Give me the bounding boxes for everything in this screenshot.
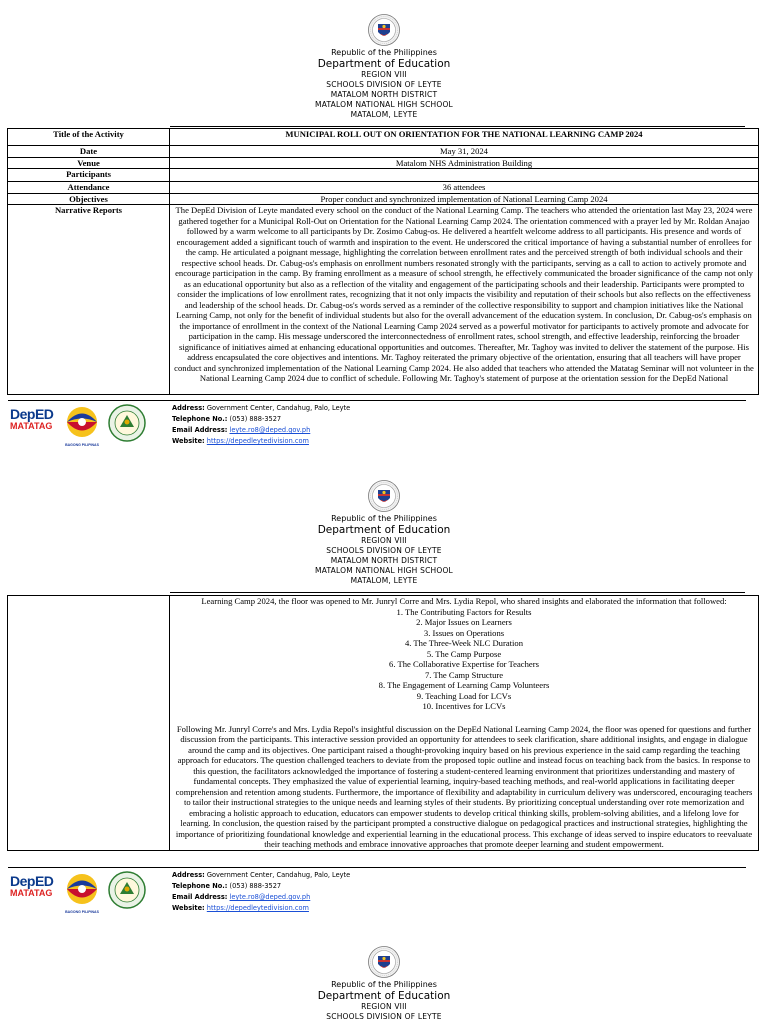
row-narrative-continued [8, 596, 759, 851]
date-value: May 31, 2024 [170, 146, 759, 158]
header-department: Department of Education [317, 524, 451, 536]
address-label: Address: [172, 404, 205, 412]
email-link[interactable]: leyte.ro8@deped.gov.ph [229, 426, 311, 434]
contact-block [172, 870, 350, 914]
email-label: Email Address: [172, 893, 228, 901]
telephone-value: (053) 888-3527 [229, 882, 282, 890]
bagong-pilipinas-logo [62, 872, 102, 914]
deped-seal-icon [368, 14, 400, 46]
address-value: Government Center, Candahug, Palo, Leyte [206, 404, 351, 412]
address-line [172, 870, 350, 881]
bagong-pilipinas-text: BAGONG PILIPINAS [65, 443, 99, 447]
website-label: Website: [172, 904, 205, 912]
footer-rule-top [8, 867, 746, 868]
header-rule [170, 592, 745, 593]
activity-report-table [7, 128, 759, 395]
participants-label: Participants [8, 169, 170, 182]
website-link[interactable]: https://depedleytedivision.com [206, 437, 309, 445]
matatag-logo-text: MATATAG [10, 888, 53, 898]
header-town: MATALOM, LEYTE [350, 110, 418, 119]
address-line [172, 403, 350, 414]
title-label: Title of the Activity [8, 129, 170, 146]
row-narrative [8, 205, 759, 395]
attendance-label: Attendance [8, 182, 170, 194]
objectives-label: Objectives [8, 193, 170, 205]
header-division: SCHOOLS DIVISION OF LEYTE [326, 546, 442, 555]
school-seal-icon [108, 870, 146, 910]
header-town: MATALOM, LEYTE [350, 576, 418, 585]
bagong-pilipinas-logo [62, 405, 102, 447]
narrative-cell [170, 205, 759, 395]
website-label: Website: [172, 437, 205, 445]
page1-footer [10, 403, 750, 449]
narrative-cell-continued [170, 596, 759, 851]
header-rule [170, 126, 745, 127]
header-division: SCHOOLS DIVISION OF LEYTE [326, 1012, 442, 1021]
address-value: Government Center, Candahug, Palo, Leyte [206, 871, 351, 879]
topic-item: 2. Major Issues on Learners [416, 617, 512, 627]
topic-item: 10. Incentives for LCVs [422, 701, 506, 711]
deped-seal-icon [368, 480, 400, 512]
page2-header [0, 480, 768, 586]
topic-item: 8. The Engagement of Learning Camp Volunteers [378, 680, 550, 690]
topic-item: 9. Teaching Load for LCVs [416, 690, 512, 701]
header-republic: Republic of the Philippines [331, 48, 437, 57]
row-attendance [8, 182, 759, 194]
contact-block [172, 403, 350, 447]
header-department: Department of Education [317, 58, 451, 70]
row-venue [8, 157, 759, 169]
attendance-value: 36 attendees [170, 182, 759, 194]
header-republic: Republic of the Philippines [331, 514, 437, 523]
page3-header [0, 946, 768, 1022]
page1-header [0, 14, 768, 120]
narrative-continuation: Learning Camp 2024, the floor was opened to Mr. Junryl Corre and Mrs. Lydia Repol, who shared insights and elaborated the information that followed: [201, 596, 727, 606]
email-label: Email Address: [172, 426, 228, 434]
website-line [172, 903, 350, 914]
activity-report-table-continued [7, 595, 759, 851]
date-label: Date [8, 146, 170, 158]
matatag-logo-text: MATATAG [10, 421, 53, 431]
school-logo [108, 403, 146, 447]
header-region: REGION VIII [361, 70, 407, 79]
header-republic: Republic of the Philippines [331, 980, 437, 989]
telephone-line [172, 414, 350, 425]
deped-seal-icon [368, 946, 400, 978]
deped-logo-text: DepED [10, 406, 54, 422]
email-line [172, 425, 350, 436]
email-link[interactable]: leyte.ro8@deped.gov.ph [229, 893, 311, 901]
header-district: MATALOM NORTH DISTRICT [330, 90, 438, 99]
narrative-label: Narrative Reports [8, 205, 170, 395]
header-division: SCHOOLS DIVISION OF LEYTE [326, 80, 442, 89]
bagong-pilipinas-text: BAGONG PILIPINAS [65, 910, 99, 914]
bagong-pilipinas-icon [62, 405, 102, 439]
row-title [8, 129, 759, 146]
objectives-value: Proper conduct and synchronized implementation of National Learning Camp 2024 [170, 193, 759, 205]
header-school: MATALOM NATIONAL HIGH SCHOOL [315, 566, 453, 575]
website-link[interactable]: https://depedleytedivision.com [206, 904, 309, 912]
school-seal-icon [108, 403, 146, 443]
narrative-paragraph-2: Following Mr. Junryl Corre's and Mrs. Lydia Repol's insightful discussion on the DepEd National Learning Camp 2024, the floor was opened for questions and further discussion from the participants. This interactive session provided an opportunity for attendees to seek clarification, share additional insights, and engage in dialogue around the camp and its objectives. One participant raised a thought-provoking inquiry based on his previous experience in the said camp regarding the teaching approach for educators. The question challenged teachers to deviate from the proposed topic outline and instead focus on teaching back from the basics. In response to this question, the facilitators acknowledged the importance of fostering a student-centered learning environment that prioritizes understanding and mastery of fundamental concepts. They emphasized the value of experiential learning, inquiry-based teaching methods, and real-world applications in facilitating deeper comprehension and retention among students. Furthermore, the importance of flexibility and adaptability in curriculum delivery was underscored, encouraging teachers to tailor their instructional strategies to the unique needs and learning styles of their students. By prioritizing conceptual understanding over rote memorization and embracing a holistic approach to education, educators can empower students to develop critical thinking skills, problem-solving abilities, and a lifelong love for learning. In conclusion, the question raised by the participant prompted a constructive dialogue on pedagogical practices and instructional strategies, highlighting the importance of prioritizing foundational knowledge and experiential learning in the educational process. This exchange of ideas served to inspire educators to reevaluate their teaching methods and embrace innovative approaches that promote deeper learning and student empowerment. [175, 723, 753, 849]
telephone-label: Telephone No.: [172, 882, 228, 890]
header-school: MATALOM NATIONAL HIGH SCHOOL [315, 100, 453, 109]
row-participants [8, 169, 759, 182]
row-date [8, 146, 759, 158]
venue-label: Venue [8, 157, 170, 169]
header-department: Department of Education [317, 990, 451, 1002]
telephone-line [172, 881, 350, 892]
topic-item: 1. The Contributing Factors for Results [396, 606, 532, 617]
footer-rule-top [8, 400, 746, 401]
school-logo [108, 870, 146, 914]
topic-item: 4. The Three-Week NLC Duration [404, 638, 524, 648]
topic-item: 5. The Camp Purpose [426, 648, 502, 659]
header-region: REGION VIII [361, 536, 407, 545]
telephone-label: Telephone No.: [172, 415, 228, 423]
header-region: REGION VIII [361, 1002, 407, 1011]
title-value: MUNICIPAL ROLL OUT ON ORIENTATION FOR THE NATIONAL LEARNING CAMP 2024 [170, 129, 759, 146]
narrative-paragraph-1: The DepEd Division of Leyte mandated every school on the conduct of the National Learning Camp. The teachers who attended the orientation last May 23, 2024 were gathered together for a Municipal Roll-Out on Orientation for the National Learning Camp 2024. The orientation commenced with a prayer led by Mr. Roldan Anajao followed by a warm welcome to all participants by Dr. Zosimo Cabug-os. He delivered a heartfelt welcome address to all participants. His presence and words of encouragement added a significant touch of warmth and inspiration to the event. He underscored the critical importance of having a substantial number of enrollees for the camp. He articulated a poignant message, highlighting the correlation between enrollment rates and the perceived strength of both individual schools and their respective school heads. Dr. Cabug-os's emphasis on enrollment numbers resonated strongly with the participants, serving as a call to action to actively promote and encourage participation in the camp. By framing enrollment as a measure of school strength, he effectively communicated the broader significance of the camp not only as an educational opportunity but also as a reflection of the vitality and engagement of the participating schools and their leadership. Participants were prompted to consider the implications of low enrollment rates, recognizing that it not only impacts the visibility and reputation of their schools but also reflects on the effectiveness and leadership of the school heads. Dr. Cabug-os's words served as a reminder of the collective responsibility to support and champion initiatives like the National Learning Camp, not only for the benefit of individual students but also for the overall advancement of the education system. In conclusion, Dr. Cabug-os's emphasis on the importance of enrollment in the context of the National Learning Camp 2024 served as a powerful motivator for participants to actively promote and advocate for participation in the camp. His message underscored the interconnectedness of enrollment rates, school strength, and effective leadership, reinforcing the broader significance of initiatives aimed at enhancing educational opportunities and outcomes. Thereafter, Mr. Taghoy was invited to deliver the statement of the purpose. His address encapsulated the core objectives and intentions. Mr. Taghoy reiterated the primary objective of the orientation, ensuring that all teachers will have proper conduct and synchronized implementation of the National Learning Camp 2024. He also added that teachers who attended the Matatag Seminar will not volunteer in the National Learning Camp 2024 due to conflict of schedule. Following Mr. Taghoy's statement of purpose at the orientation session for the DepEd National [174, 205, 754, 383]
footer-logos [10, 403, 160, 449]
address-label: Address: [172, 871, 205, 879]
bagong-pilipinas-icon [62, 872, 102, 906]
telephone-value: (053) 888-3527 [229, 415, 282, 423]
website-line [172, 436, 350, 447]
deped-matatag-logo [10, 874, 54, 912]
venue-value: Matalom NHS Administration Building [170, 157, 759, 169]
participants-value [170, 169, 759, 182]
row-objectives [8, 193, 759, 205]
topic-item: 3. Issues on Operations [423, 627, 505, 638]
deped-matatag-logo [10, 407, 54, 445]
topic-item: 6. The Collaborative Expertise for Teachers [389, 659, 539, 669]
topic-item: 7. The Camp Structure [424, 669, 504, 680]
page2-footer [10, 870, 750, 916]
narrative-label-empty [8, 596, 170, 851]
header-district: MATALOM NORTH DISTRICT [330, 556, 438, 565]
email-line [172, 892, 350, 903]
deped-logo-text: DepED [10, 873, 54, 889]
footer-logos [10, 870, 160, 916]
